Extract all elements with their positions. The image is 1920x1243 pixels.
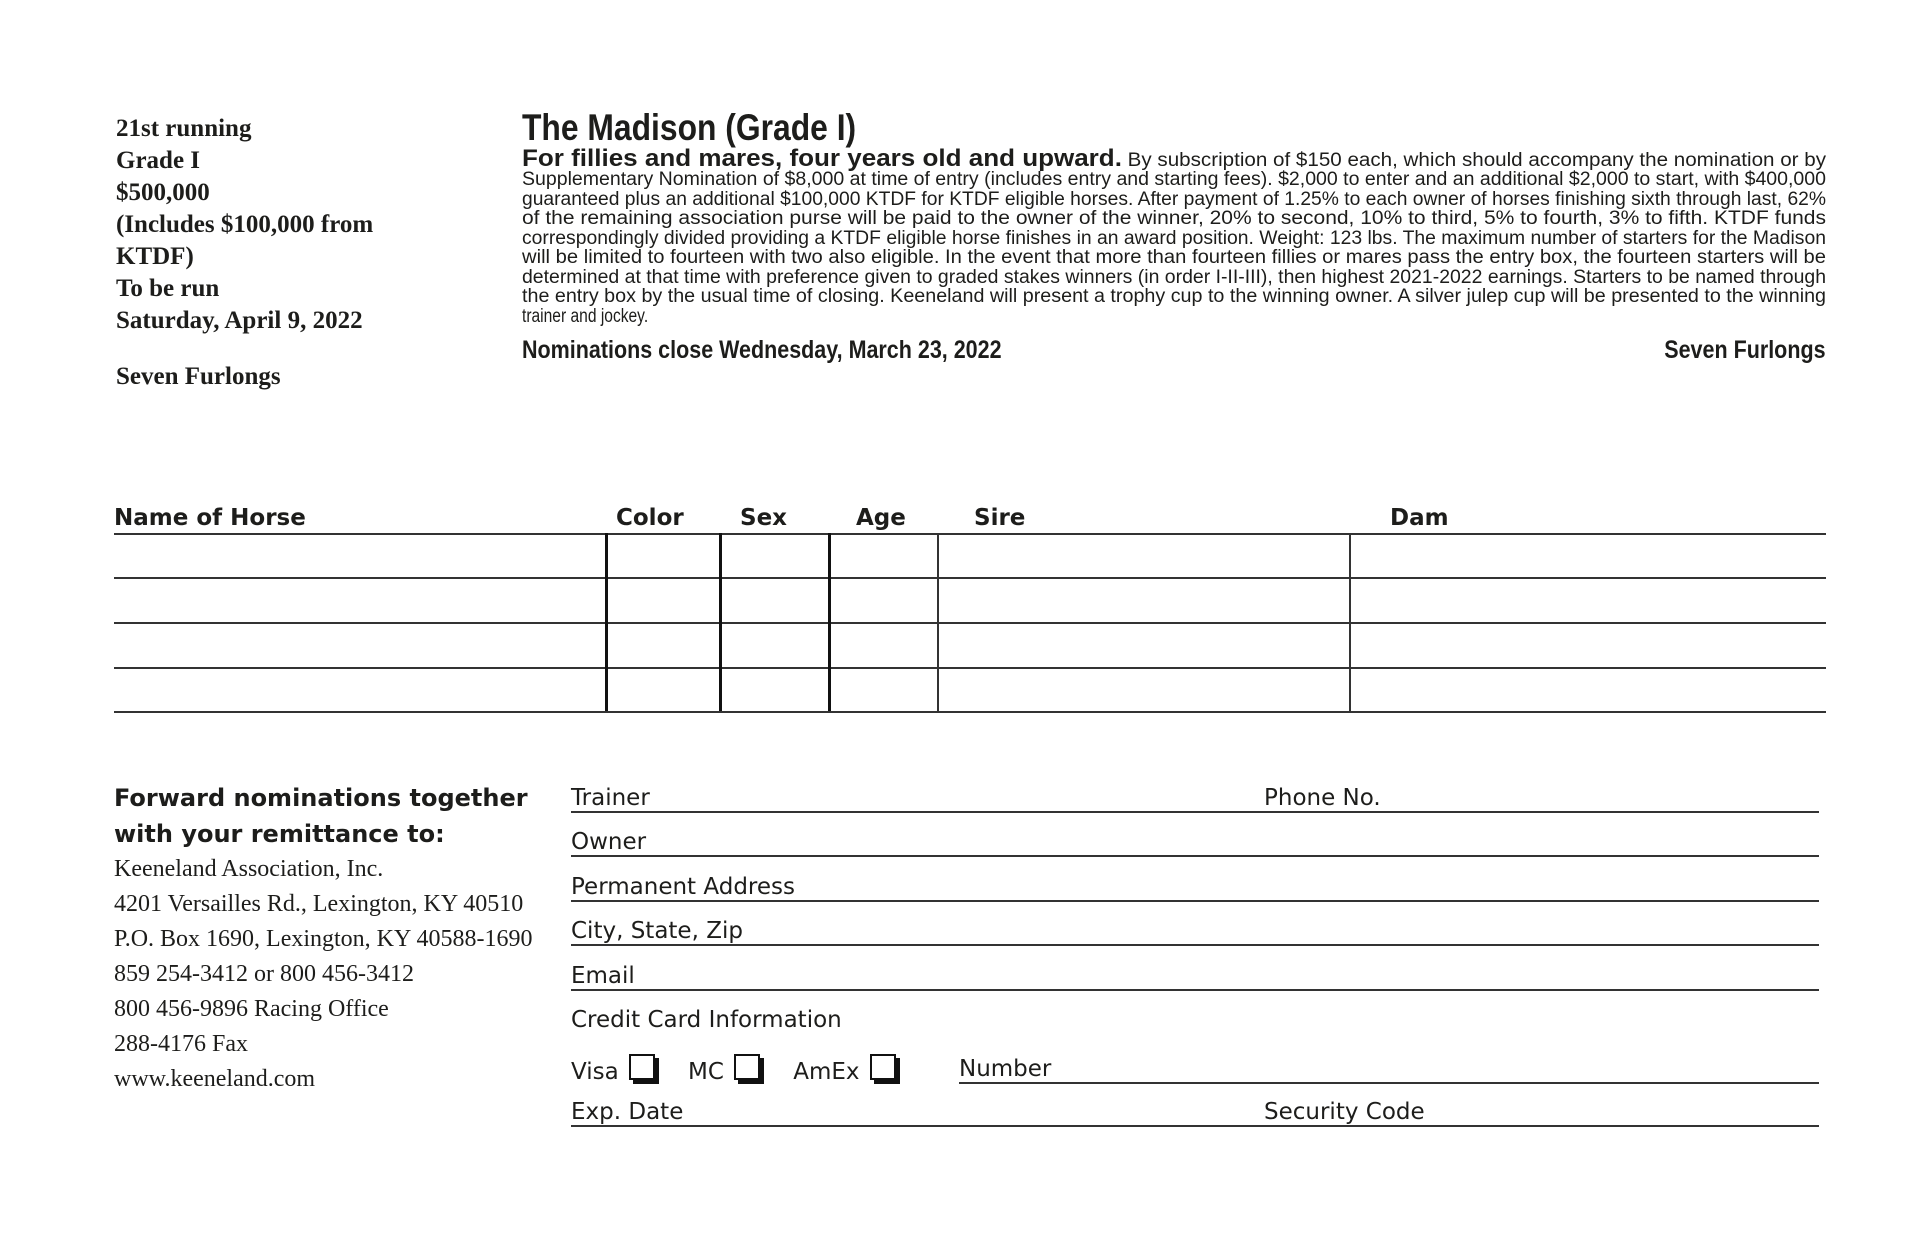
security-code-label: Security Code	[1264, 1099, 1425, 1125]
table-row-rule	[114, 667, 1826, 669]
trainer-field[interactable]	[571, 811, 1819, 813]
racing-office-line: 800 456-9896 Racing Office	[114, 996, 389, 1022]
fax-line: 288-4176 Fax	[114, 1031, 248, 1057]
table-column-divider	[719, 533, 722, 711]
condition-line: of the remaining association purse will be paid to the owner of the winner, 20% to second, 10% to third, 5% to fourth, 3% to fifth. KTDF funds	[522, 208, 1826, 229]
condition-line: Supplementary Nomination of $8,000 at time of entry (includes entry and starting fees). $2,000 to enter and an additional $2,000 to start, with $400,000	[522, 169, 1826, 190]
city-label: City, State, Zip	[571, 918, 743, 944]
table-header-rule	[114, 533, 1826, 535]
remit-heading-line: Forward nominations together	[114, 784, 528, 812]
exp-security-field[interactable]	[571, 1125, 1819, 1127]
mc-label: MC	[688, 1059, 724, 1085]
address-line: 4201 Versailles Rd., Lexington, KY 40510	[114, 891, 524, 917]
city-field[interactable]	[571, 944, 1819, 946]
mc-checkbox[interactable]	[734, 1054, 760, 1080]
table-column-divider	[937, 533, 939, 711]
condition-line: trainer and jockey.	[522, 305, 649, 327]
table-column-divider	[1349, 533, 1351, 711]
purse-text: $500,000	[116, 179, 210, 206]
exp-date-label: Exp. Date	[571, 1099, 684, 1125]
address-line: P.O. Box 1690, Lexington, KY 40588-1690	[114, 926, 533, 952]
condition-line: the entry box by the usual time of closing. Keeneland will present a trophy cup to the winning owner. A silver julep cup will be presented to the winning	[522, 286, 1826, 307]
header-sex: Sex	[740, 505, 787, 531]
owner-field[interactable]	[571, 855, 1819, 857]
table-column-divider	[828, 533, 831, 711]
visa-checkbox[interactable]	[629, 1054, 655, 1080]
address-field[interactable]	[571, 900, 1819, 902]
condition-line: By subscription of $150 each, which should accompany the nomination or by	[1127, 150, 1826, 171]
header-dam: Dam	[1390, 505, 1449, 531]
race-title: The Madison (Grade I)	[522, 107, 857, 148]
race-info	[116, 113, 373, 393]
website-line: www.keeneland.com	[114, 1066, 316, 1092]
email-label: Email	[571, 963, 635, 989]
remit-address	[114, 852, 532, 1097]
nominations-close: Nominations close Wednesday, March 23, 2022	[522, 336, 1002, 364]
trainer-label: Trainer	[571, 785, 650, 811]
header-age: Age	[856, 505, 906, 531]
to-be-run: To be run	[116, 275, 220, 302]
phone-label: Phone No.	[1264, 785, 1381, 811]
remit-heading-line: with your remittance to:	[114, 820, 445, 848]
table-row-rule	[114, 711, 1826, 713]
visa-label: Visa	[571, 1059, 619, 1085]
header-color: Color	[616, 505, 684, 531]
running-text: 21st running	[116, 115, 252, 142]
condition-line: correspondingly divided providing a KTDF eligible horse finishes in an award position. Weight: 123 lbs. The maximum number of starters for the Madison	[522, 227, 1826, 249]
table-row-rule	[114, 577, 1826, 579]
header-name-of-horse: Name of Horse	[114, 505, 306, 531]
address-line: Keeneland Association, Inc.	[114, 856, 384, 882]
condition-line: guaranteed plus an additional $100,000 KTDF for KTDF eligible horses. After payment of 1.25% to each owner of horses finishing sixth through last, 62%	[522, 188, 1826, 210]
table-column-divider	[605, 533, 608, 711]
remit-heading	[114, 780, 528, 852]
race-date: Saturday, April 9, 2022	[116, 307, 363, 334]
condition-line: will be limited to fourteen with two also eligible. In the event that more than fourteen fillies or mares pass the entry box, the fourteen starters will be	[522, 247, 1826, 268]
card-number-label: Number	[959, 1056, 1052, 1082]
table-row-rule	[114, 622, 1826, 624]
race-distance: Seven Furlongs	[116, 363, 281, 390]
purse-note: (Includes $100,000 from	[116, 211, 374, 238]
condition-line: determined at that time with preference given to graded stakes winners (in order I-II-III), then highest 2021-2022 earnings. Starters to be named through	[522, 266, 1826, 288]
amex-label: AmEx	[793, 1059, 860, 1085]
card-number-field[interactable]	[959, 1082, 1819, 1084]
header-sire: Sire	[974, 505, 1026, 531]
grade-text: Grade I	[116, 147, 201, 174]
credit-card-label: Credit Card Information	[571, 1007, 842, 1033]
race-distance-right: Seven Furlongs	[1664, 336, 1826, 364]
email-field[interactable]	[571, 989, 1819, 991]
phone-line: 859 254-3412 or 800 456-3412	[114, 961, 414, 987]
address-label: Permanent Address	[571, 874, 795, 900]
race-eligibility: For fillies and mares, four years old and upward.	[522, 145, 1122, 172]
amex-checkbox[interactable]	[870, 1054, 896, 1080]
purse-note-cont: KTDF)	[116, 243, 194, 270]
card-type-options	[571, 1054, 896, 1085]
race-conditions	[522, 145, 1826, 327]
owner-label: Owner	[571, 829, 647, 855]
